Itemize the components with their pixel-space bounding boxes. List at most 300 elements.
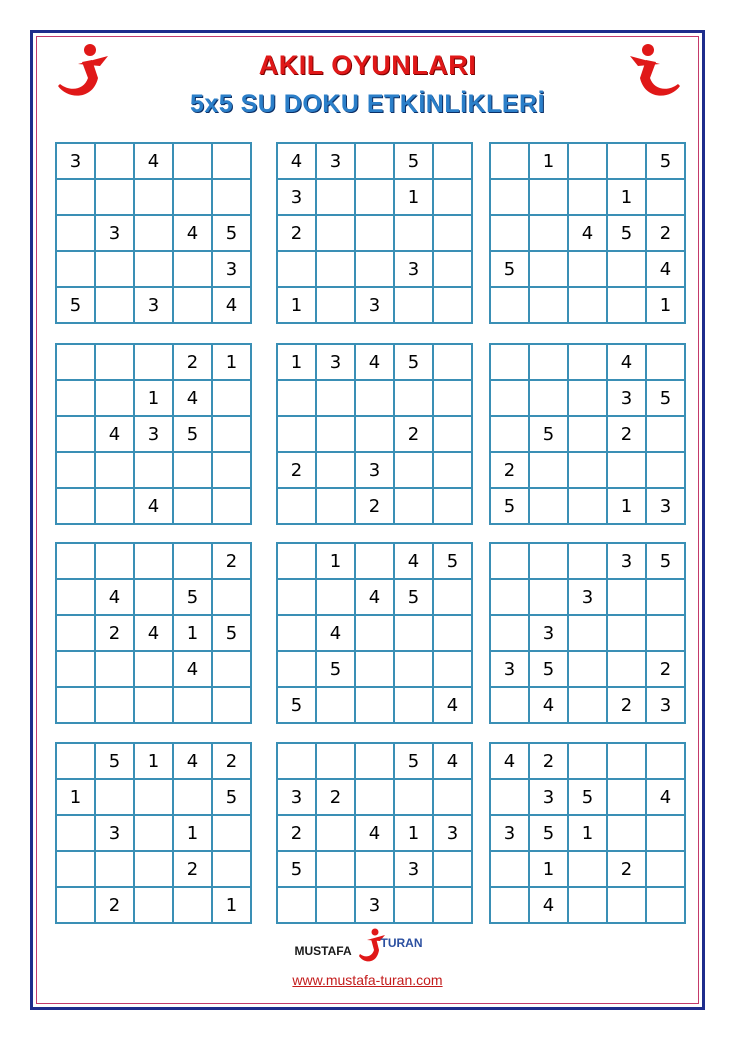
puzzle-cell[interactable]: 2 (490, 452, 529, 488)
puzzle-cell[interactable] (56, 380, 95, 416)
puzzle-cell[interactable]: 1 (173, 815, 212, 851)
puzzle-cell[interactable] (212, 687, 251, 723)
puzzle-cell[interactable] (173, 887, 212, 923)
puzzle-cell[interactable]: 4 (529, 687, 568, 723)
puzzle-cell[interactable] (95, 543, 134, 579)
puzzle-cell[interactable] (316, 179, 355, 215)
puzzle-cell[interactable] (646, 615, 685, 651)
puzzle-cell[interactable] (568, 687, 607, 723)
puzzle-cell[interactable] (95, 380, 134, 416)
puzzle-cell[interactable] (490, 887, 529, 923)
puzzle-cell[interactable] (568, 179, 607, 215)
puzzle-cell[interactable] (134, 779, 173, 815)
puzzle-cell[interactable]: 3 (607, 380, 646, 416)
puzzle-cell[interactable] (433, 851, 472, 887)
puzzle-cell[interactable]: 2 (95, 615, 134, 651)
puzzle-cell[interactable]: 5 (394, 579, 433, 615)
puzzle-cell[interactable] (646, 416, 685, 452)
puzzle-cell[interactable] (529, 179, 568, 215)
puzzle-cell[interactable] (607, 143, 646, 179)
puzzle-cell[interactable] (433, 416, 472, 452)
puzzle-cell[interactable] (529, 543, 568, 579)
puzzle-cell[interactable] (212, 488, 251, 524)
puzzle-cell[interactable] (433, 287, 472, 323)
puzzle-cell[interactable] (277, 488, 316, 524)
puzzle-cell[interactable]: 4 (568, 215, 607, 251)
puzzle-cell[interactable]: 1 (212, 344, 251, 380)
puzzle-cell[interactable] (355, 851, 394, 887)
puzzle-cell[interactable]: 1 (394, 815, 433, 851)
puzzle-cell[interactable] (433, 380, 472, 416)
puzzle-cell[interactable] (56, 651, 95, 687)
puzzle-cell[interactable]: 4 (529, 887, 568, 923)
puzzle-cell[interactable] (173, 452, 212, 488)
puzzle-cell[interactable] (646, 452, 685, 488)
puzzle-cell[interactable] (212, 851, 251, 887)
puzzle-cell[interactable]: 2 (607, 851, 646, 887)
puzzle-cell[interactable]: 4 (490, 743, 529, 779)
puzzle-cell[interactable] (173, 488, 212, 524)
puzzle-cell[interactable] (433, 779, 472, 815)
puzzle-cell[interactable]: 1 (316, 543, 355, 579)
puzzle-cell[interactable] (316, 380, 355, 416)
puzzle-cell[interactable]: 4 (355, 579, 394, 615)
puzzle-cell[interactable] (568, 452, 607, 488)
puzzle-cell[interactable] (277, 579, 316, 615)
puzzle-cell[interactable] (433, 179, 472, 215)
puzzle-cell[interactable]: 2 (394, 416, 433, 452)
puzzle-cell[interactable] (277, 743, 316, 779)
puzzle-cell[interactable] (355, 143, 394, 179)
puzzle-cell[interactable] (490, 851, 529, 887)
puzzle-cell[interactable] (277, 887, 316, 923)
puzzle-cell[interactable] (134, 179, 173, 215)
puzzle-cell[interactable] (173, 251, 212, 287)
puzzle-cell[interactable] (490, 543, 529, 579)
puzzle-cell[interactable]: 5 (646, 143, 685, 179)
puzzle-cell[interactable]: 3 (568, 579, 607, 615)
puzzle-cell[interactable] (212, 579, 251, 615)
puzzle-cell[interactable]: 5 (277, 687, 316, 723)
puzzle-cell[interactable] (433, 143, 472, 179)
puzzle-cell[interactable] (56, 251, 95, 287)
puzzle-cell[interactable]: 1 (607, 179, 646, 215)
puzzle-cell[interactable] (56, 488, 95, 524)
puzzle-cell[interactable] (568, 380, 607, 416)
puzzle-cell[interactable] (529, 287, 568, 323)
puzzle-cell[interactable] (56, 887, 95, 923)
puzzle-cell[interactable] (95, 651, 134, 687)
puzzle-cell[interactable]: 1 (134, 380, 173, 416)
puzzle-cell[interactable] (394, 215, 433, 251)
puzzle-cell[interactable] (134, 851, 173, 887)
puzzle-cell[interactable]: 3 (277, 179, 316, 215)
puzzle-cell[interactable] (607, 452, 646, 488)
puzzle-cell[interactable]: 1 (529, 143, 568, 179)
puzzle-cell[interactable]: 2 (607, 687, 646, 723)
puzzle-cell[interactable] (607, 815, 646, 851)
puzzle-cell[interactable] (355, 743, 394, 779)
puzzle-cell[interactable] (646, 851, 685, 887)
puzzle-cell[interactable] (646, 887, 685, 923)
puzzle-cell[interactable]: 3 (277, 779, 316, 815)
puzzle-cell[interactable]: 4 (355, 815, 394, 851)
puzzle-cell[interactable]: 3 (607, 543, 646, 579)
puzzle-cell[interactable] (316, 887, 355, 923)
puzzle-cell[interactable] (212, 651, 251, 687)
puzzle-cell[interactable]: 2 (277, 452, 316, 488)
puzzle-cell[interactable] (277, 651, 316, 687)
puzzle-cell[interactable] (95, 287, 134, 323)
puzzle-cell[interactable] (607, 743, 646, 779)
puzzle-cell[interactable]: 2 (607, 416, 646, 452)
puzzle-cell[interactable] (607, 579, 646, 615)
puzzle-cell[interactable]: 1 (56, 779, 95, 815)
puzzle-cell[interactable] (316, 416, 355, 452)
puzzle-cell[interactable]: 5 (394, 143, 433, 179)
puzzle-cell[interactable]: 5 (529, 416, 568, 452)
puzzle-cell[interactable] (355, 779, 394, 815)
puzzle-cell[interactable]: 1 (212, 887, 251, 923)
puzzle-cell[interactable] (433, 344, 472, 380)
puzzle-cell[interactable] (56, 815, 95, 851)
puzzle-cell[interactable] (277, 615, 316, 651)
puzzle-cell[interactable]: 4 (646, 251, 685, 287)
puzzle-cell[interactable] (355, 543, 394, 579)
puzzle-cell[interactable] (433, 488, 472, 524)
puzzle-cell[interactable]: 4 (355, 344, 394, 380)
puzzle-cell[interactable] (134, 344, 173, 380)
puzzle-cell[interactable]: 4 (134, 615, 173, 651)
puzzle-cell[interactable]: 3 (212, 251, 251, 287)
puzzle-cell[interactable] (212, 143, 251, 179)
puzzle-cell[interactable]: 5 (529, 815, 568, 851)
puzzle-cell[interactable] (433, 215, 472, 251)
puzzle-cell[interactable]: 3 (95, 215, 134, 251)
puzzle-cell[interactable] (529, 380, 568, 416)
puzzle-cell[interactable] (568, 287, 607, 323)
puzzle-cell[interactable]: 5 (490, 488, 529, 524)
puzzle-cell[interactable] (490, 615, 529, 651)
puzzle-cell[interactable]: 2 (355, 488, 394, 524)
puzzle-cell[interactable] (56, 452, 95, 488)
puzzle-cell[interactable] (529, 344, 568, 380)
puzzle-cell[interactable]: 1 (277, 287, 316, 323)
puzzle-cell[interactable]: 3 (529, 779, 568, 815)
puzzle-cell[interactable]: 3 (646, 687, 685, 723)
puzzle-cell[interactable] (394, 380, 433, 416)
puzzle-cell[interactable] (355, 416, 394, 452)
puzzle-cell[interactable] (490, 579, 529, 615)
puzzle-cell[interactable] (95, 488, 134, 524)
puzzle-cell[interactable]: 2 (646, 651, 685, 687)
puzzle-cell[interactable] (134, 452, 173, 488)
puzzle-cell[interactable]: 5 (394, 743, 433, 779)
puzzle-cell[interactable] (56, 743, 95, 779)
puzzle-cell[interactable] (95, 851, 134, 887)
puzzle-cell[interactable]: 4 (433, 687, 472, 723)
puzzle-cell[interactable]: 4 (173, 651, 212, 687)
puzzle-cell[interactable] (56, 344, 95, 380)
puzzle-cell[interactable] (316, 287, 355, 323)
puzzle-cell[interactable]: 5 (173, 416, 212, 452)
puzzle-cell[interactable] (607, 651, 646, 687)
puzzle-cell[interactable]: 3 (490, 815, 529, 851)
puzzle-cell[interactable] (316, 488, 355, 524)
puzzle-cell[interactable] (277, 251, 316, 287)
puzzle-cell[interactable]: 3 (529, 615, 568, 651)
puzzle-cell[interactable] (355, 687, 394, 723)
puzzle-cell[interactable]: 1 (173, 615, 212, 651)
puzzle-cell[interactable]: 4 (646, 779, 685, 815)
puzzle-cell[interactable] (173, 779, 212, 815)
puzzle-cell[interactable] (490, 344, 529, 380)
puzzle-cell[interactable]: 5 (607, 215, 646, 251)
puzzle-cell[interactable]: 5 (56, 287, 95, 323)
puzzle-cell[interactable] (607, 615, 646, 651)
puzzle-cell[interactable]: 5 (529, 651, 568, 687)
puzzle-cell[interactable]: 3 (316, 344, 355, 380)
puzzle-cell[interactable] (394, 651, 433, 687)
puzzle-cell[interactable] (134, 215, 173, 251)
puzzle-cell[interactable] (173, 143, 212, 179)
puzzle-cell[interactable]: 2 (212, 743, 251, 779)
puzzle-cell[interactable]: 1 (607, 488, 646, 524)
puzzle-cell[interactable]: 5 (433, 543, 472, 579)
puzzle-cell[interactable]: 4 (212, 287, 251, 323)
puzzle-cell[interactable]: 5 (490, 251, 529, 287)
puzzle-cell[interactable] (529, 488, 568, 524)
puzzle-cell[interactable]: 4 (607, 344, 646, 380)
puzzle-cell[interactable] (529, 251, 568, 287)
puzzle-cell[interactable] (212, 416, 251, 452)
puzzle-cell[interactable]: 3 (394, 851, 433, 887)
puzzle-cell[interactable]: 3 (355, 887, 394, 923)
puzzle-cell[interactable]: 5 (277, 851, 316, 887)
puzzle-cell[interactable] (607, 287, 646, 323)
puzzle-cell[interactable] (355, 215, 394, 251)
puzzle-cell[interactable]: 2 (173, 851, 212, 887)
puzzle-cell[interactable] (433, 651, 472, 687)
puzzle-cell[interactable]: 1 (529, 851, 568, 887)
puzzle-cell[interactable] (607, 779, 646, 815)
puzzle-cell[interactable]: 3 (433, 815, 472, 851)
puzzle-cell[interactable]: 3 (355, 452, 394, 488)
puzzle-cell[interactable]: 1 (134, 743, 173, 779)
puzzle-cell[interactable] (394, 779, 433, 815)
puzzle-cell[interactable]: 5 (212, 615, 251, 651)
puzzle-cell[interactable] (568, 615, 607, 651)
puzzle-cell[interactable]: 2 (212, 543, 251, 579)
puzzle-cell[interactable] (212, 815, 251, 851)
puzzle-cell[interactable]: 3 (56, 143, 95, 179)
puzzle-cell[interactable] (490, 179, 529, 215)
puzzle-cell[interactable]: 5 (316, 651, 355, 687)
puzzle-cell[interactable] (490, 143, 529, 179)
puzzle-cell[interactable] (134, 687, 173, 723)
puzzle-cell[interactable] (355, 179, 394, 215)
puzzle-cell[interactable]: 5 (568, 779, 607, 815)
puzzle-cell[interactable] (568, 416, 607, 452)
puzzle-cell[interactable]: 4 (173, 215, 212, 251)
puzzle-cell[interactable] (56, 416, 95, 452)
puzzle-cell[interactable]: 2 (529, 743, 568, 779)
puzzle-cell[interactable] (355, 251, 394, 287)
puzzle-cell[interactable] (355, 651, 394, 687)
puzzle-cell[interactable] (173, 687, 212, 723)
puzzle-cell[interactable] (316, 579, 355, 615)
puzzle-cell[interactable] (277, 380, 316, 416)
puzzle-cell[interactable] (355, 380, 394, 416)
puzzle-cell[interactable] (316, 452, 355, 488)
puzzle-cell[interactable] (646, 743, 685, 779)
website-link[interactable]: www.mustafa-turan.com (292, 972, 443, 988)
puzzle-cell[interactable]: 4 (95, 579, 134, 615)
puzzle-cell[interactable] (316, 851, 355, 887)
puzzle-cell[interactable]: 1 (646, 287, 685, 323)
puzzle-cell[interactable] (568, 651, 607, 687)
puzzle-cell[interactable] (277, 416, 316, 452)
puzzle-cell[interactable]: 4 (277, 143, 316, 179)
puzzle-cell[interactable] (95, 179, 134, 215)
puzzle-cell[interactable]: 4 (173, 380, 212, 416)
puzzle-cell[interactable]: 1 (568, 815, 607, 851)
puzzle-cell[interactable] (568, 543, 607, 579)
puzzle-cell[interactable] (490, 380, 529, 416)
puzzle-cell[interactable]: 2 (646, 215, 685, 251)
puzzle-cell[interactable] (394, 887, 433, 923)
puzzle-cell[interactable]: 2 (173, 344, 212, 380)
puzzle-cell[interactable]: 3 (316, 143, 355, 179)
puzzle-cell[interactable] (394, 287, 433, 323)
puzzle-cell[interactable]: 3 (95, 815, 134, 851)
puzzle-cell[interactable] (394, 488, 433, 524)
puzzle-cell[interactable] (433, 452, 472, 488)
puzzle-cell[interactable] (607, 251, 646, 287)
puzzle-cell[interactable] (568, 887, 607, 923)
puzzle-cell[interactable]: 5 (394, 344, 433, 380)
puzzle-cell[interactable]: 2 (277, 215, 316, 251)
puzzle-cell[interactable] (646, 815, 685, 851)
puzzle-cell[interactable] (529, 452, 568, 488)
puzzle-cell[interactable]: 3 (646, 488, 685, 524)
puzzle-cell[interactable] (646, 579, 685, 615)
puzzle-cell[interactable]: 2 (316, 779, 355, 815)
puzzle-cell[interactable] (433, 251, 472, 287)
puzzle-cell[interactable] (56, 851, 95, 887)
puzzle-cell[interactable] (490, 779, 529, 815)
puzzle-cell[interactable]: 5 (173, 579, 212, 615)
puzzle-cell[interactable]: 4 (173, 743, 212, 779)
puzzle-cell[interactable] (529, 215, 568, 251)
puzzle-cell[interactable] (134, 651, 173, 687)
puzzle-cell[interactable] (134, 815, 173, 851)
puzzle-cell[interactable] (490, 287, 529, 323)
puzzle-cell[interactable] (316, 743, 355, 779)
puzzle-cell[interactable] (277, 543, 316, 579)
puzzle-cell[interactable]: 1 (394, 179, 433, 215)
puzzle-cell[interactable] (490, 416, 529, 452)
puzzle-cell[interactable]: 4 (134, 143, 173, 179)
puzzle-cell[interactable] (607, 887, 646, 923)
puzzle-cell[interactable]: 4 (134, 488, 173, 524)
puzzle-cell[interactable] (355, 615, 394, 651)
puzzle-cell[interactable] (568, 344, 607, 380)
puzzle-cell[interactable]: 2 (95, 887, 134, 923)
puzzle-cell[interactable] (433, 887, 472, 923)
puzzle-cell[interactable] (433, 615, 472, 651)
puzzle-cell[interactable] (134, 887, 173, 923)
puzzle-cell[interactable] (394, 615, 433, 651)
puzzle-cell[interactable] (316, 251, 355, 287)
puzzle-cell[interactable] (394, 452, 433, 488)
puzzle-cell[interactable] (95, 251, 134, 287)
puzzle-cell[interactable] (56, 687, 95, 723)
puzzle-cell[interactable] (568, 143, 607, 179)
puzzle-cell[interactable] (56, 179, 95, 215)
puzzle-cell[interactable] (56, 615, 95, 651)
puzzle-cell[interactable] (568, 488, 607, 524)
puzzle-cell[interactable]: 4 (95, 416, 134, 452)
puzzle-cell[interactable] (490, 687, 529, 723)
puzzle-cell[interactable] (316, 215, 355, 251)
puzzle-cell[interactable] (212, 380, 251, 416)
puzzle-cell[interactable] (56, 215, 95, 251)
puzzle-cell[interactable]: 2 (277, 815, 316, 851)
puzzle-cell[interactable] (95, 452, 134, 488)
puzzle-cell[interactable]: 4 (394, 543, 433, 579)
puzzle-cell[interactable] (95, 143, 134, 179)
puzzle-cell[interactable] (646, 344, 685, 380)
puzzle-cell[interactable] (134, 579, 173, 615)
puzzle-cell[interactable]: 3 (355, 287, 394, 323)
puzzle-cell[interactable]: 3 (490, 651, 529, 687)
puzzle-cell[interactable] (134, 543, 173, 579)
puzzle-cell[interactable] (568, 251, 607, 287)
puzzle-cell[interactable] (568, 851, 607, 887)
puzzle-cell[interactable] (95, 687, 134, 723)
puzzle-cell[interactable] (568, 743, 607, 779)
puzzle-cell[interactable] (394, 687, 433, 723)
puzzle-cell[interactable] (95, 779, 134, 815)
puzzle-cell[interactable]: 3 (394, 251, 433, 287)
puzzle-cell[interactable] (134, 251, 173, 287)
puzzle-cell[interactable]: 4 (433, 743, 472, 779)
puzzle-cell[interactable]: 3 (134, 287, 173, 323)
puzzle-cell[interactable] (173, 287, 212, 323)
puzzle-cell[interactable] (490, 215, 529, 251)
puzzle-cell[interactable] (316, 815, 355, 851)
puzzle-cell[interactable] (316, 687, 355, 723)
puzzle-cell[interactable] (529, 579, 568, 615)
puzzle-cell[interactable]: 4 (316, 615, 355, 651)
puzzle-cell[interactable]: 5 (95, 743, 134, 779)
puzzle-cell[interactable] (433, 579, 472, 615)
puzzle-cell[interactable]: 3 (134, 416, 173, 452)
puzzle-cell[interactable] (173, 179, 212, 215)
puzzle-cell[interactable] (173, 543, 212, 579)
puzzle-cell[interactable] (56, 543, 95, 579)
puzzle-cell[interactable] (95, 344, 134, 380)
puzzle-cell[interactable] (212, 452, 251, 488)
puzzle-cell[interactable]: 5 (646, 380, 685, 416)
puzzle-cell[interactable] (646, 179, 685, 215)
puzzle-cell[interactable]: 5 (212, 779, 251, 815)
puzzle-cell[interactable] (56, 579, 95, 615)
puzzle-cell[interactable]: 1 (277, 344, 316, 380)
puzzle-cell[interactable]: 5 (646, 543, 685, 579)
puzzle-cell[interactable]: 5 (212, 215, 251, 251)
